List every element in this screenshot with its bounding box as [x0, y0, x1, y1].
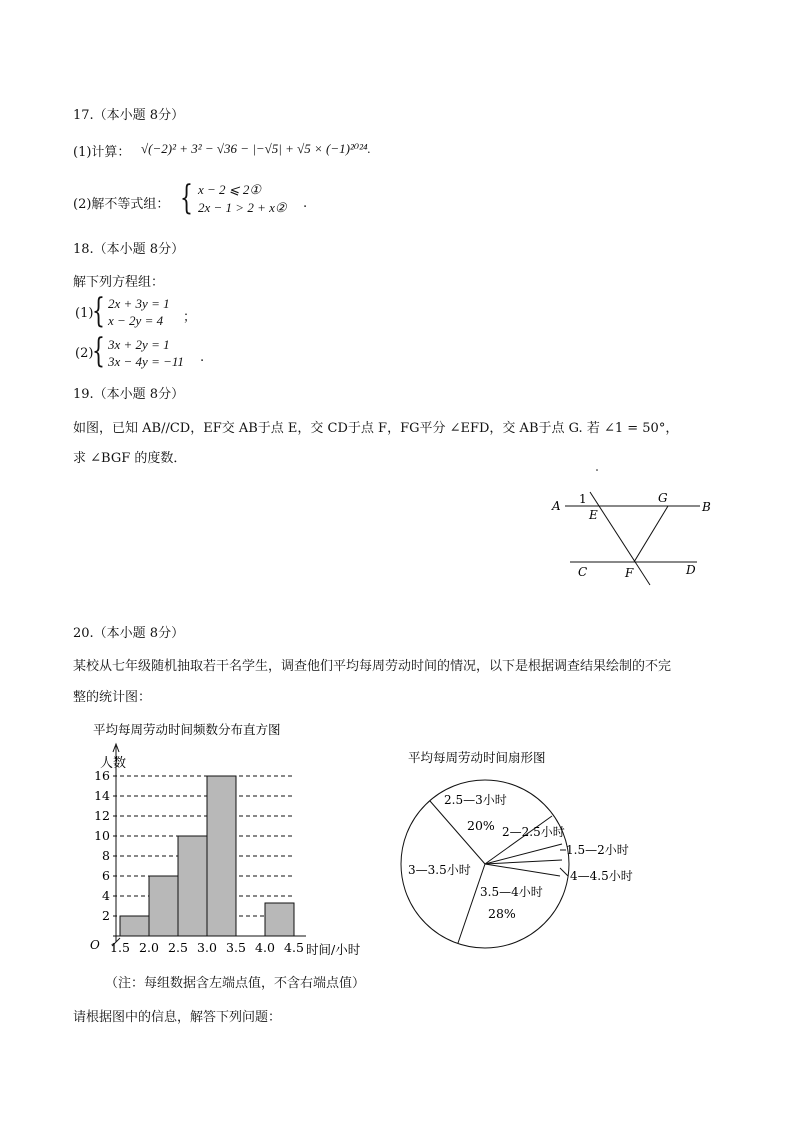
q17-inequality-1: x − 2 ⩽ 2① [198, 182, 262, 197]
q20-text-line1: 某校从七年级随机抽取若干名学生，调查他们平均每周劳动时间的情况，以下是根据调查结果绘制的不完 [73, 659, 672, 674]
pie-label-1_5-2: 1.5—2小时 [566, 843, 629, 857]
label-f: F [625, 566, 634, 580]
histogram-y-tick-label: 8 [102, 848, 110, 863]
q17-brace: { [180, 178, 193, 218]
histogram-x-tick-label: 1.5 [110, 940, 130, 955]
q20-heading: 20.（本小题 8分） [73, 626, 185, 641]
histogram-x-tick-label: 2.5 [168, 940, 188, 955]
q17-inequality-2: 2x − 1 > 2 + x② [198, 200, 287, 215]
histogram-y-tick-label: 4 [102, 888, 110, 903]
histogram-bar [207, 776, 236, 936]
histogram-x-tick-label: 3.0 [197, 940, 217, 955]
q18-equation-2a: 3x + 2y = 1 [108, 337, 170, 352]
q17-period: . [303, 196, 308, 211]
pie-divider-2 [485, 816, 552, 864]
q18-semicolon: ； [183, 310, 197, 325]
q19-heading: 19.（本小题 8分） [73, 387, 185, 402]
q18-equation-1a: 2x + 3y = 1 [108, 296, 170, 311]
label-c: C [578, 565, 588, 579]
histogram-y-tick-label: 12 [94, 808, 110, 823]
q19-text-line1: 如图，已知 AB//CD，EF交 AB于点 E，交 CD于点 F，FG平分 ∠EFD，交 AB于点 G. 若 ∠1 = 50°， [73, 421, 679, 436]
histogram-x-axis-label: 时间/小时 [306, 942, 361, 957]
pie-leader-2 [560, 868, 568, 876]
pie-label-2-2_5: 2—2.5小时 [502, 825, 565, 839]
q20-text-line2: 整的统计图： [73, 690, 152, 705]
histogram-bar [265, 903, 294, 936]
histogram-y-tick-label: 2 [102, 908, 110, 923]
pie-divider-5 [485, 864, 560, 876]
histogram-x-tick-label: 4.0 [255, 940, 275, 955]
q19-geometry-figure [540, 462, 730, 592]
q17-part1-label: (1)计算： [73, 145, 131, 160]
pie-label-4-4_5: 4—4.5小时 [570, 869, 633, 883]
label-e: E [589, 508, 598, 522]
q18-equation-1b: x − 2y = 4 [108, 313, 164, 328]
q18-part2-label: (2) [75, 346, 94, 361]
q20-note: （注：每组数据含左端点值，不含右端点值） [105, 976, 366, 991]
q18-period: . [200, 350, 205, 365]
histogram-bar [149, 876, 178, 936]
q19-text-line2: 求 ∠BGF 的度数． [73, 451, 187, 466]
pie-title: 平均每周劳动时间扇形图 [408, 750, 546, 765]
q18-brace-2: { [92, 331, 105, 371]
histogram-x-tick-label: 4.5 [284, 940, 304, 955]
pie-label-3_5-4: 3.5—4小时 [480, 885, 543, 899]
histogram-origin-label: O [90, 938, 100, 952]
q17-part1-expression: √(−2)² + 3² − √36 − |−√5| + √5 × (−1)²⁰²⁴. [141, 141, 371, 156]
line-fg [634, 506, 668, 562]
q18-heading: 18.（本小题 8分） [73, 242, 185, 257]
histogram-x-tick-label: 3.5 [226, 940, 246, 955]
histogram-bar [120, 916, 149, 936]
pie-percent-2_5-3: 20% [467, 818, 495, 833]
histogram-title: 平均每周劳动时间频数分布直方图 [93, 722, 281, 737]
q18-part1-label: (1) [75, 306, 94, 321]
histogram-y-tick-label: 6 [102, 868, 110, 883]
histogram-bar [178, 836, 207, 936]
pie-label-2_5-3: 2.5—3小时 [444, 793, 507, 807]
q18-equation-2b: 3x − 4y = −11 [108, 354, 184, 369]
pie-chart [390, 740, 660, 950]
q18-brace-1: { [92, 291, 105, 331]
q20-closing: 请根据图中的信息，解答下列问题： [73, 1010, 282, 1025]
label-angle-1: 1 [579, 492, 587, 506]
pie-percent-3_5-4: 28% [488, 906, 516, 921]
histogram-x-tick-label: 2.0 [139, 940, 159, 955]
histogram-chart [60, 710, 380, 960]
histogram-y-axis-label: 人数 [100, 756, 127, 771]
label-g: G [658, 491, 668, 505]
q18-intro: 解下列方程组： [73, 275, 165, 290]
histogram-y-tick-label: 14 [94, 788, 110, 803]
stray-dot [596, 469, 598, 471]
label-b: B [702, 500, 711, 514]
histogram-y-tick-label: 10 [94, 828, 110, 843]
q17-heading: 17.（本小题 8分） [73, 108, 185, 123]
q17-part2-label: (2)解不等式组： [73, 197, 170, 212]
histogram-y-tick-label: 16 [94, 768, 110, 783]
label-d: D [686, 563, 696, 577]
label-a: A [552, 499, 561, 513]
pie-label-3-3_5: 3—3.5小时 [408, 863, 471, 877]
